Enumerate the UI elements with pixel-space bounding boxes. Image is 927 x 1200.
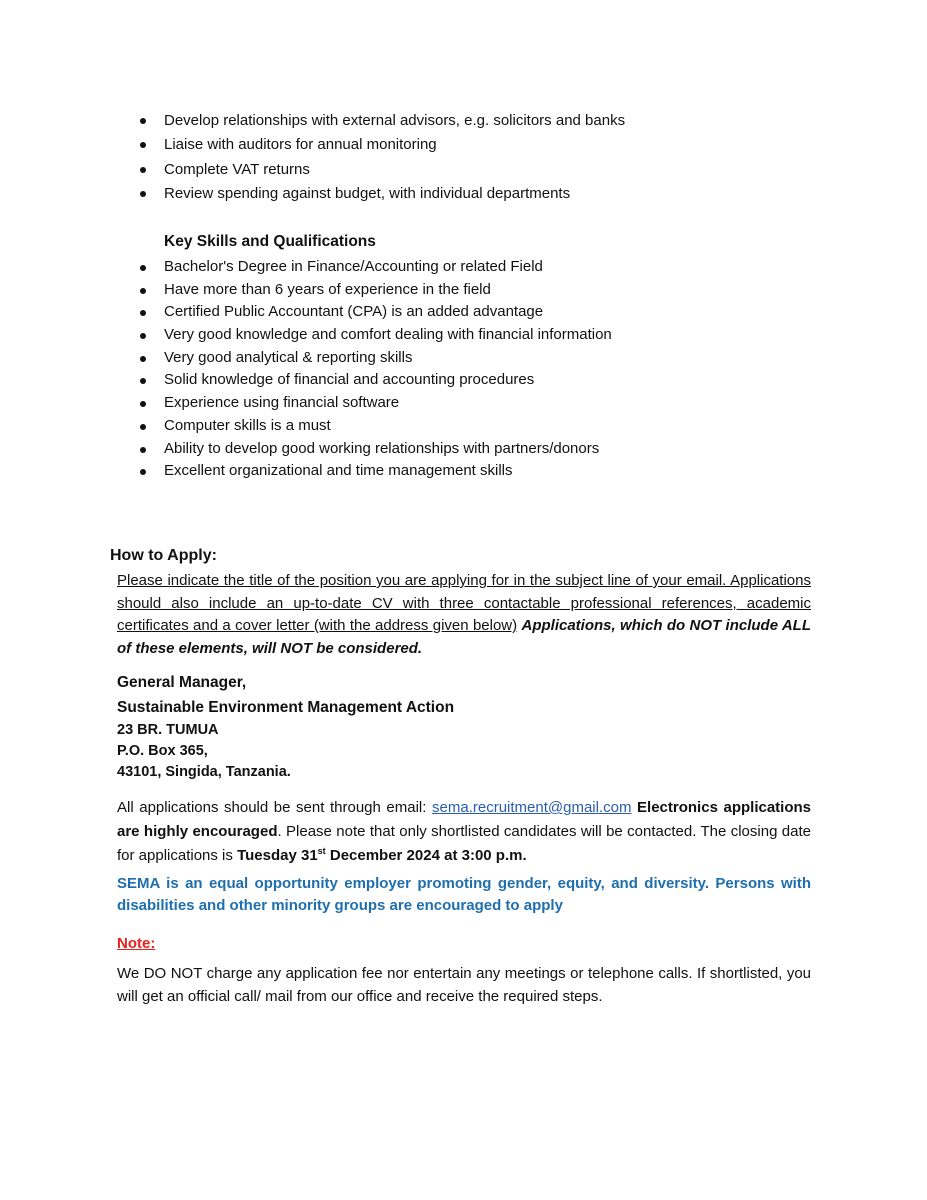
list-item: Bachelor's Degree in Finance/Accounting or related Field <box>138 256 838 279</box>
list-item: Computer skills is a must <box>138 415 838 438</box>
list-item: Very good analytical & reporting skills <box>138 347 838 370</box>
skills-list <box>138 256 838 483</box>
address-city: 43101, Singida, Tanzania. <box>117 764 291 780</box>
recruitment-email-link[interactable]: sema.recruitment@gmail.com <box>432 799 632 816</box>
address-title: General Manager, <box>117 674 247 691</box>
list-item: Complete VAT returns <box>138 158 838 182</box>
list-item: Excellent organizational and time management skills <box>138 460 838 483</box>
electronic-encouragement: Electronics applications are highly encouraged <box>117 799 812 840</box>
email-intro: All applications should be sent through email: <box>117 799 433 816</box>
application-instructions: Please indicate the title of the position you are applying for in the subject line of your email. Applications should also include an up-to-date CV with three contactable professional references, academic certificates and a cover letter (with the address given below) <box>117 572 811 634</box>
key-skills-heading: Key Skills and Qualifications <box>164 233 376 250</box>
list-item: Review spending against budget, with individual departments <box>138 182 838 206</box>
list-item: Certified Public Accountant (CPA) is an added advantage <box>138 301 838 324</box>
list-item: Ability to develop good working relationships with partners/donors <box>138 438 838 461</box>
list-item: Solid knowledge of financial and accounting procedures <box>138 369 838 392</box>
how-to-apply-paragraph <box>117 570 811 660</box>
how-to-apply-heading: How to Apply: <box>110 547 217 564</box>
address-organization: Sustainable Environment Management Action <box>117 699 455 716</box>
postal-address <box>117 670 454 783</box>
address-street: 23 BR. TUMUA <box>117 722 219 738</box>
equal-opportunity-statement: SEMA is an equal opportunity employer promoting gender, equity, and diversity. Persons with disabilities and other minority groups are encouraged to apply <box>117 875 811 914</box>
address-po-box: P.O. Box 365, <box>117 743 208 759</box>
list-item: Develop relationships with external advisors, e.g. solicitors and banks <box>138 109 838 133</box>
note-heading: Note: <box>117 935 156 952</box>
closing-date <box>237 847 527 864</box>
list-item: Liaise with auditors for annual monitoring <box>138 133 838 157</box>
note-paragraph: We DO NOT charge any application fee nor entertain any meetings or telephone calls. If shortlisted, you will get an official call/ mail from our office and receive the required steps. <box>117 965 811 1005</box>
list-item: Very good knowledge and comfort dealing with financial information <box>138 324 838 347</box>
list-item: Have more than 6 years of experience in the field <box>138 279 838 302</box>
email-paragraph <box>117 796 811 868</box>
closing-rest: December 2024 at 3:00 p.m. <box>325 847 527 864</box>
closing-day: Tuesday 31 <box>237 847 318 864</box>
closing-day-suffix: st <box>317 846 326 856</box>
email-middle-text: . Please note that only shortlisted candidates will be contacted. The closing date for applications is <box>117 823 811 864</box>
duties-list <box>138 109 838 206</box>
list-item: Experience using financial software <box>138 392 838 415</box>
application-warning: Applications, which do NOT include ALL of these elements, will NOT be considered. <box>117 617 812 657</box>
